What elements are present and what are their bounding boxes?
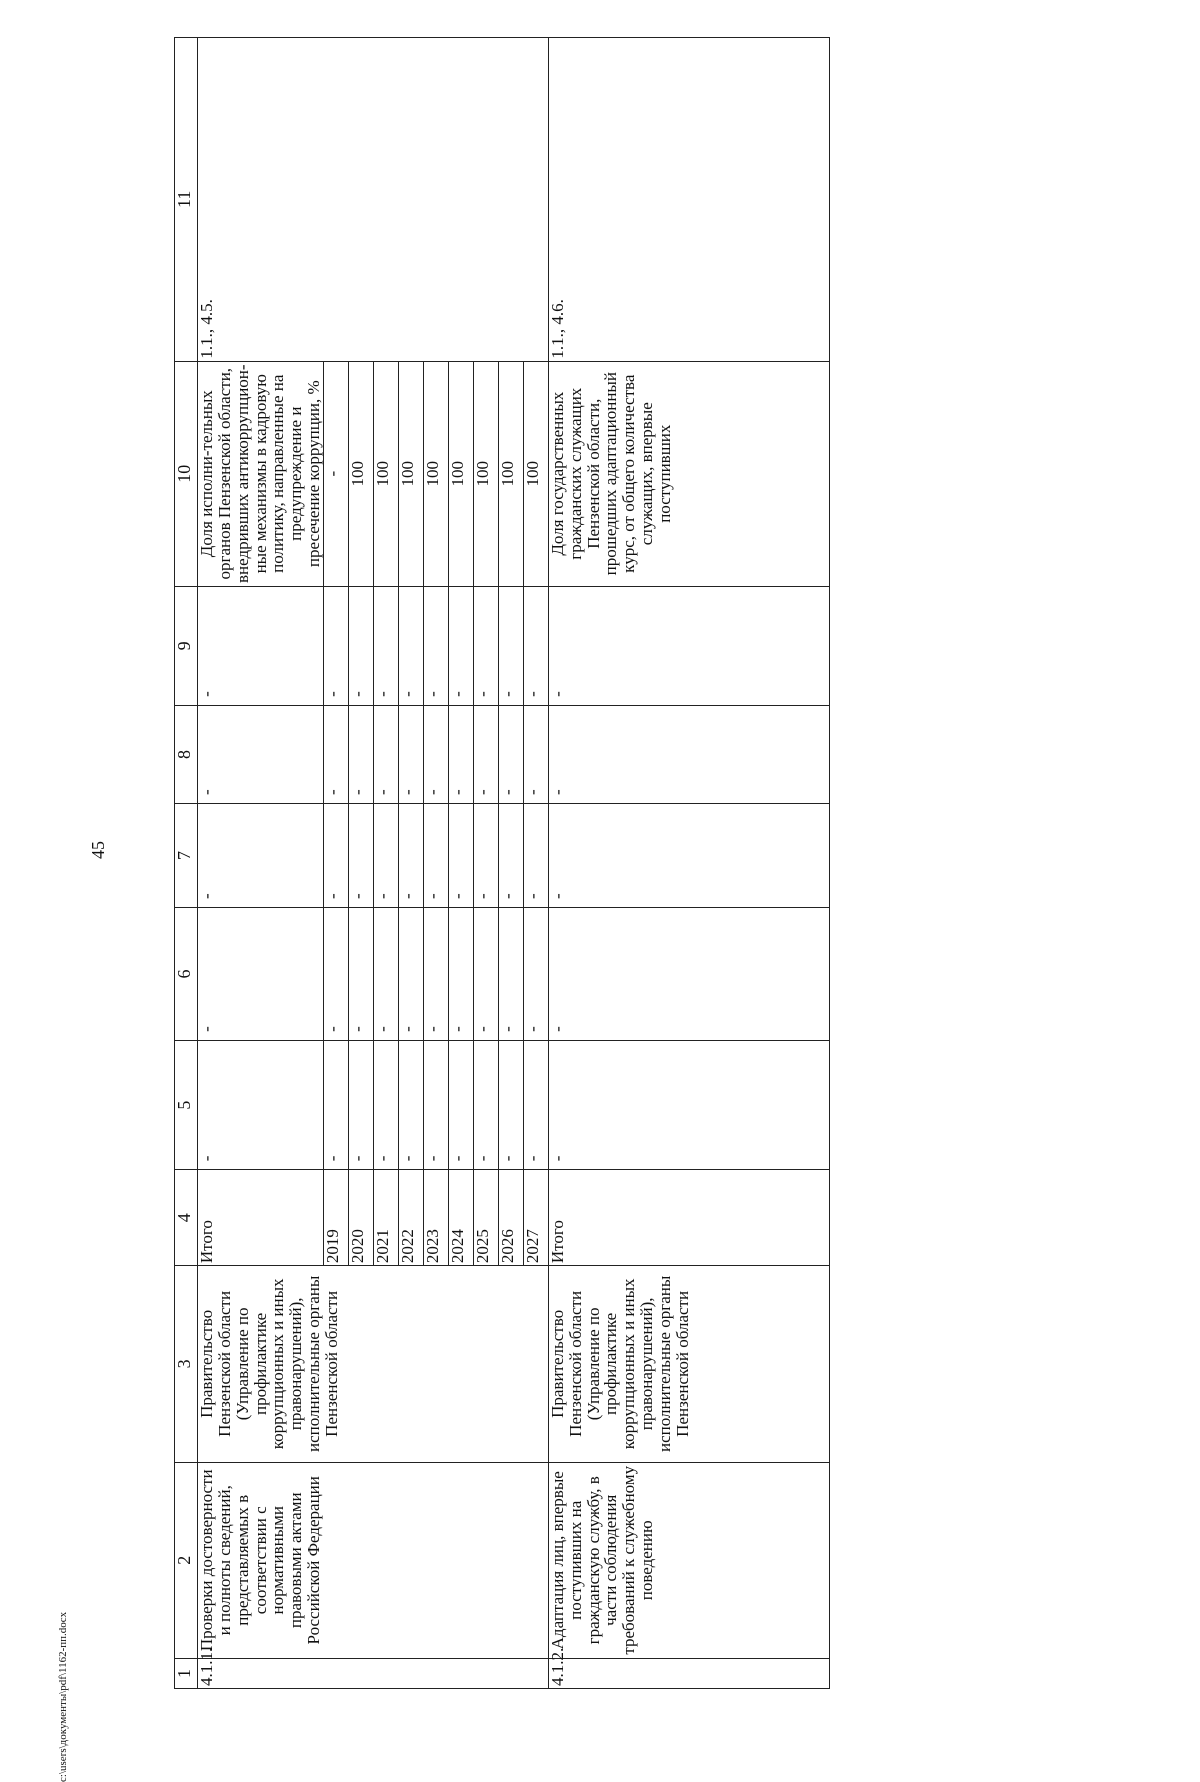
value-cell: - [498, 706, 523, 803]
col6-year-values [323, 908, 548, 1040]
value-cell: - [423, 1041, 448, 1169]
value-cell: - [423, 908, 448, 1040]
row-col9-total: - [197, 691, 216, 697]
value-cell: - [398, 908, 423, 1040]
header-cell: 3 [175, 1266, 198, 1462]
year-cell: 2023 [423, 1170, 448, 1265]
value-cell: - [448, 706, 473, 803]
value-cell: - [498, 1041, 523, 1169]
row-activity-name: Адаптация лиц, впервые поступивших на гражданскую службу, в части соблюдения требований к служебному поведению [548, 1462, 829, 1658]
value-cell: - [348, 804, 373, 907]
header-cell: 4 [175, 1170, 198, 1266]
col9-year-values [323, 587, 548, 705]
value-cell: - [323, 804, 348, 907]
row-col6-cell [198, 908, 549, 1041]
year-cell: 2022 [398, 1170, 423, 1265]
header-cell: 2 [175, 1462, 198, 1658]
value-cell: 100 [398, 362, 423, 586]
value-cell: - [473, 1041, 498, 1169]
row-link: 1.1., 4.5. [198, 38, 549, 362]
value-cell: - [548, 705, 829, 803]
value-cell: - [373, 706, 398, 803]
value-cell: - [523, 706, 548, 803]
value-cell: - [448, 1041, 473, 1169]
row-indicator-cell [198, 361, 549, 586]
row-indicator: Доля государственных гражданских служащих Пензенской области, прошедших адаптационный курс, от общего количества служащих, впервые поступивших [548, 361, 829, 586]
value-cell: - [348, 706, 373, 803]
value-cell: 100 [348, 362, 373, 586]
value-cell: - [348, 587, 373, 705]
row-executor: Правительство Пензенской области (Управление по профилактике коррупционных и иных правонарушений), исполнительные органы Пензенской области [548, 1266, 829, 1462]
value-cell: - [473, 908, 498, 1040]
year-cell: 2026 [498, 1170, 523, 1265]
value-cell: - [423, 804, 448, 907]
value-cell: - [448, 804, 473, 907]
row-col6-total: - [197, 1026, 216, 1032]
year-list [323, 1170, 548, 1265]
value-cell: - [473, 587, 498, 705]
value-cell: 100 [523, 362, 548, 586]
row-col8-total: - [197, 789, 216, 796]
value-cell: - [523, 804, 548, 907]
page-number: 45 [88, 841, 108, 859]
value-cell: - [548, 804, 829, 908]
col8-year-values [323, 706, 548, 803]
value-cell: 100 [473, 362, 498, 586]
year-cell: 2020 [348, 1170, 373, 1265]
year-cell: 2019 [323, 1170, 348, 1265]
value-cell: - [448, 908, 473, 1040]
table-container [174, 37, 775, 1689]
row-link: 1.1., 4.6. [548, 38, 829, 362]
value-cell: - [548, 1040, 829, 1169]
header-cell: 6 [175, 908, 198, 1041]
header-cell: 5 [175, 1040, 198, 1169]
value-cell: - [348, 908, 373, 1040]
row-number: 4.1.2. [548, 1658, 829, 1688]
row-activity-name: Проверки достоверности и полноты сведений, представляемых в соответствии с нормативными правовыми актами Российской Федерации [198, 1462, 549, 1658]
year-cell: 2021 [373, 1170, 398, 1265]
value-cell: 100 [498, 362, 523, 586]
year-cell: 2024 [448, 1170, 473, 1265]
row-years-cell [198, 1170, 549, 1266]
value-cell: - [523, 1041, 548, 1169]
row-period-total: Итого [548, 1170, 829, 1266]
row-col5-total: - [197, 1155, 216, 1162]
value-cell: - [323, 706, 348, 803]
header-row [175, 38, 198, 1689]
row-col7-total: - [197, 893, 216, 900]
value-cell: - [473, 804, 498, 907]
value-cell: - [423, 706, 448, 803]
row-col8-cell [198, 705, 549, 803]
value-cell: - [323, 1041, 348, 1169]
value-cell: 100 [373, 362, 398, 586]
row-col7-cell [198, 804, 549, 908]
value-cell: - [398, 804, 423, 907]
header-cell: 11 [175, 38, 198, 362]
value-cell: - [373, 804, 398, 907]
value-cell: - [398, 1041, 423, 1169]
value-cell: - [348, 1041, 373, 1169]
row-indicator: Доля исполни-тельных органов Пензенской области, внедривших антикоррупцион-ные механизмы в кадровую политику, направленные на предупреждение и пресечение коррупции, % [197, 364, 324, 583]
value-cell: - [498, 804, 523, 907]
value-cell: - [498, 587, 523, 705]
value-cell: - [498, 908, 523, 1040]
header-cell: 1 [175, 1658, 198, 1688]
indicator-year-values [323, 362, 548, 586]
value-cell: - [323, 587, 348, 705]
value-cell: - [473, 706, 498, 803]
col5-year-values [323, 1041, 548, 1169]
table-row [548, 38, 829, 1689]
value-cell: - [523, 908, 548, 1040]
value-cell: - [548, 586, 829, 705]
header-cell: 8 [175, 705, 198, 803]
header-cell: 10 [175, 361, 198, 586]
value-cell: - [373, 587, 398, 705]
value-cell: - [523, 587, 548, 705]
row-number: 4.1.1. [198, 1658, 549, 1688]
value-cell: 100 [448, 362, 473, 586]
value-cell: - [448, 587, 473, 705]
header-cell: 9 [175, 586, 198, 705]
value-cell: - [373, 1041, 398, 1169]
value-cell: 100 [423, 362, 448, 586]
footer-file-path: c:\users\документы\pdf\1162-пп.docx [57, 1611, 69, 1782]
value-cell: - [398, 706, 423, 803]
value-cell: - [398, 587, 423, 705]
value-cell: - [373, 908, 398, 1040]
col7-year-values [323, 804, 548, 907]
table-row [198, 38, 549, 1689]
value-cell: - [323, 908, 348, 1040]
value-cell: - [423, 587, 448, 705]
row-col9-cell [198, 586, 549, 705]
row-col5-cell [198, 1040, 549, 1169]
header-cell: 7 [175, 804, 198, 908]
row-period-total: Итого [197, 1220, 216, 1264]
value-cell: - [548, 908, 829, 1041]
year-cell: 2025 [473, 1170, 498, 1265]
program-table [174, 37, 830, 1689]
year-cell: 2027 [523, 1170, 548, 1265]
indicator-total: - [323, 362, 348, 586]
row-executor: Правительство Пензенской области (Управление по профилактике коррупционных и иных правонарушений), исполнительные органы Пензенской области [198, 1266, 549, 1462]
